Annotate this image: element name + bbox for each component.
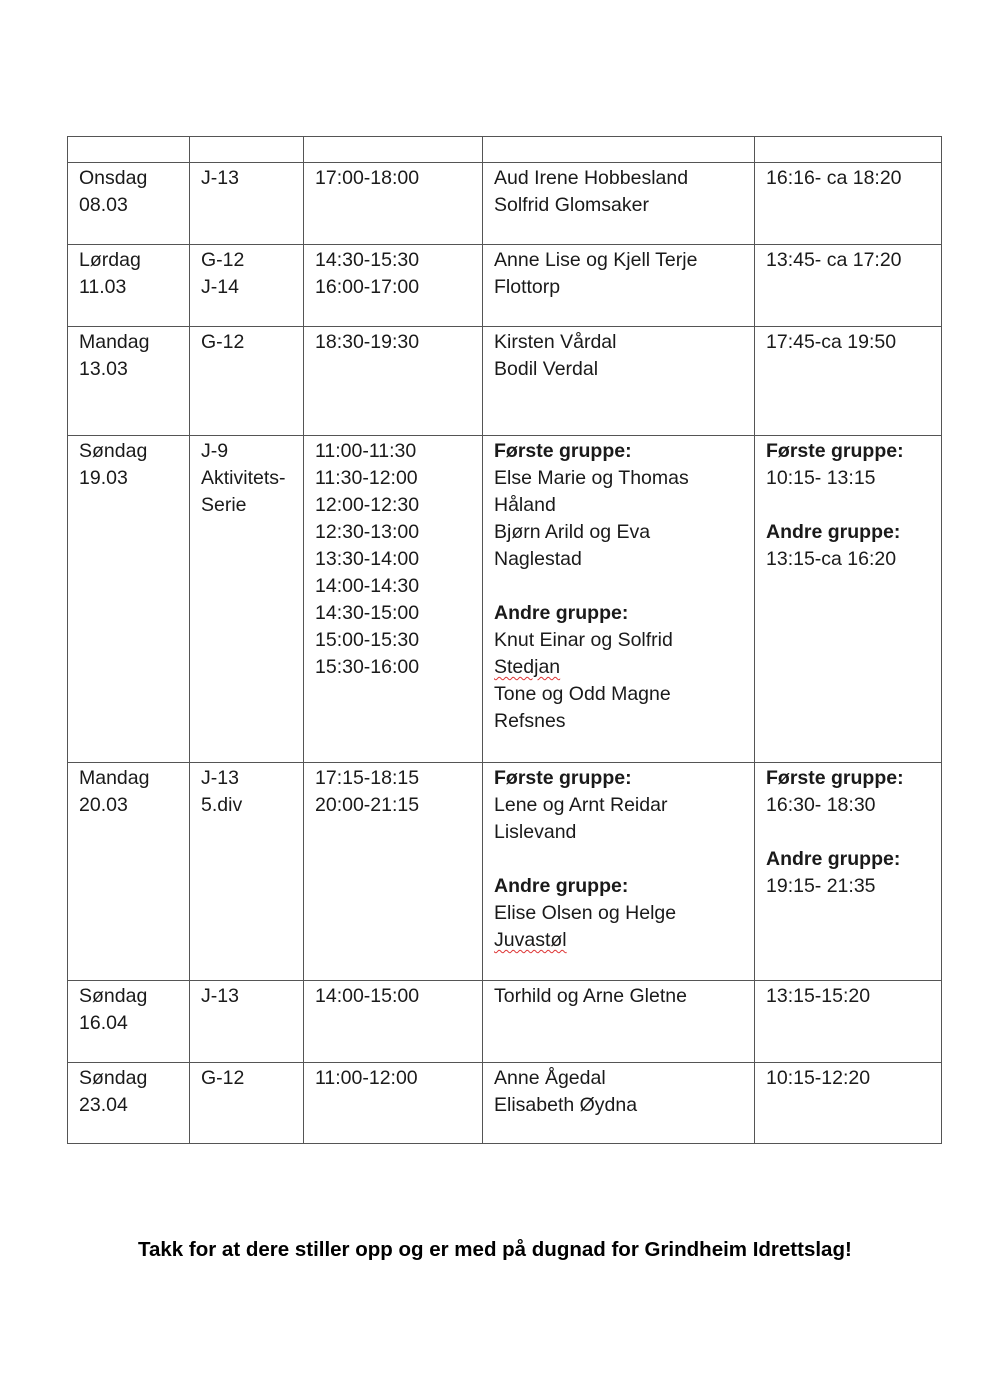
- people-cell: [483, 1063, 755, 1144]
- shift-cell: [755, 981, 942, 1063]
- team-cell: [190, 163, 304, 245]
- shift-time: 16:16- ca 18:20: [766, 167, 902, 189]
- shift-time: 13:45- ca 17:20: [766, 249, 902, 271]
- person: Lene og Arnt Reidar: [494, 794, 668, 816]
- match-time: 17:00-18:00: [315, 167, 420, 189]
- person-surname: Juvastøl: [494, 929, 567, 951]
- header-cell: [755, 137, 942, 163]
- group-label: Andre gruppe:: [766, 521, 901, 543]
- person: Elise Olsen og Helge: [494, 902, 677, 924]
- match-time: 12:00-12:30: [315, 494, 420, 516]
- table-row: [68, 245, 942, 327]
- group-label: Første gruppe:: [766, 440, 904, 462]
- shift-time: 17:45-ca 19:50: [766, 331, 897, 353]
- people-cell: [483, 327, 755, 436]
- date: 11.03: [79, 276, 127, 298]
- times-cell: [304, 163, 483, 245]
- group-label: Første gruppe:: [494, 440, 632, 462]
- header-cell: [304, 137, 483, 163]
- date: 20.03: [79, 794, 128, 816]
- shift-time: 13:15-ca 16:20: [766, 548, 897, 570]
- person: Bjørn Arild og Eva: [494, 521, 651, 543]
- weekday: Søndag: [79, 985, 148, 1007]
- shift-cell: [755, 327, 942, 436]
- shift-time: 10:15- 13:15: [766, 467, 876, 489]
- shift-time: 13:15-15:20: [766, 985, 871, 1007]
- match-time: 11:30-12:00: [315, 467, 418, 489]
- weekday: Onsdag: [79, 167, 148, 189]
- people-cell: [483, 981, 755, 1063]
- person: [494, 927, 744, 954]
- group-label: Andre gruppe:: [494, 602, 629, 624]
- team-cell: [190, 981, 304, 1063]
- match-time: 14:30-15:00: [315, 602, 420, 624]
- times-cell: [304, 981, 483, 1063]
- people-cell: [483, 436, 755, 763]
- person: Flottorp: [494, 276, 561, 298]
- match-time: 11:00-12:00: [315, 1067, 418, 1089]
- shift-time: 19:15- 21:35: [766, 875, 876, 897]
- table-row: [68, 436, 942, 763]
- team: G-12: [201, 249, 245, 271]
- header-cell: [190, 137, 304, 163]
- match-time: 20:00-21:15: [315, 794, 420, 816]
- spacer: [766, 492, 931, 519]
- team: G-12: [201, 1067, 245, 1089]
- weekday: Søndag: [79, 1067, 148, 1089]
- match-time: 15:30-16:00: [315, 656, 420, 678]
- spacer: [494, 573, 744, 600]
- shift-time: 10:15-12:20: [766, 1067, 871, 1089]
- weekday: Søndag: [79, 440, 148, 462]
- person: Aud Irene Hobbesland: [494, 167, 689, 189]
- table-row: [68, 327, 942, 436]
- person: Anne Ågedal: [494, 1067, 606, 1089]
- group-label: Andre gruppe:: [766, 848, 901, 870]
- person: Else Marie og Thomas: [494, 467, 689, 489]
- match-time: 13:30-14:00: [315, 548, 420, 570]
- person: Tone og Odd Magne: [494, 683, 671, 705]
- times-cell: [304, 245, 483, 327]
- group-label: Første gruppe:: [766, 767, 904, 789]
- day-cell: [68, 327, 190, 436]
- person: Lislevand: [494, 821, 577, 843]
- schedule-table: [67, 136, 942, 1144]
- table-row: [68, 163, 942, 245]
- table-row: [68, 981, 942, 1063]
- match-time: 14:00-15:00: [315, 985, 420, 1007]
- date: 19.03: [79, 467, 128, 489]
- match-time: 17:15-18:15: [315, 767, 420, 789]
- group-label: Første gruppe:: [494, 767, 632, 789]
- spacer: [766, 819, 931, 846]
- team-cell: [190, 436, 304, 763]
- thank-you-note: Takk for at dere stiller opp og er med på dugnad for Grindheim Idrettslag!: [138, 1238, 852, 1261]
- group-label: Andre gruppe:: [494, 875, 629, 897]
- person: Anne Lise og Kjell Terje: [494, 249, 698, 271]
- people-cell: [483, 763, 755, 981]
- team: 5.div: [201, 794, 243, 816]
- times-cell: [304, 436, 483, 763]
- team: Serie: [201, 494, 247, 516]
- day-cell: [68, 763, 190, 981]
- team-cell: [190, 1063, 304, 1144]
- person: [494, 654, 744, 681]
- match-time: 14:30-15:30: [315, 249, 420, 271]
- team: G-12: [201, 331, 245, 353]
- weekday: Mandag: [79, 331, 150, 353]
- person: Kirsten Vårdal: [494, 331, 617, 353]
- person: Håland: [494, 494, 556, 516]
- day-cell: [68, 436, 190, 763]
- person: Elisabeth Øydna: [494, 1094, 638, 1116]
- team-cell: [190, 245, 304, 327]
- team-cell: [190, 763, 304, 981]
- person: Naglestad: [494, 548, 582, 570]
- day-cell: [68, 981, 190, 1063]
- header-cell: [68, 137, 190, 163]
- header-row: [68, 137, 942, 163]
- team: Aktivitets-: [201, 467, 286, 489]
- date: 23.04: [79, 1094, 128, 1116]
- spacer: [494, 846, 744, 873]
- match-time: 11:00-11:30: [315, 440, 417, 462]
- match-time: 14:00-14:30: [315, 575, 420, 597]
- shift-cell: [755, 163, 942, 245]
- table-row: [68, 1063, 942, 1144]
- shift-cell: [755, 436, 942, 763]
- match-time: 12:30-13:00: [315, 521, 420, 543]
- person: Refsnes: [494, 710, 566, 732]
- people-cell: [483, 245, 755, 327]
- day-cell: [68, 245, 190, 327]
- people-cell: [483, 163, 755, 245]
- times-cell: [304, 1063, 483, 1144]
- date: 13.03: [79, 358, 128, 380]
- header-cell: [483, 137, 755, 163]
- team-cell: [190, 327, 304, 436]
- date: 08.03: [79, 194, 128, 216]
- match-time: 15:00-15:30: [315, 629, 420, 651]
- person-surname: Stedjan: [494, 656, 561, 678]
- times-cell: [304, 327, 483, 436]
- person: Bodil Verdal: [494, 358, 599, 380]
- match-time: 16:00-17:00: [315, 276, 420, 298]
- person: Solfrid Glomsaker: [494, 194, 649, 216]
- shift-cell: [755, 763, 942, 981]
- day-cell: [68, 163, 190, 245]
- shift-cell: [755, 245, 942, 327]
- times-cell: [304, 763, 483, 981]
- table-row: [68, 763, 942, 981]
- person: Torhild og Arne Gletne: [494, 985, 687, 1007]
- team: J-9: [201, 440, 229, 462]
- shift-cell: [755, 1063, 942, 1144]
- team: J-13: [201, 767, 239, 789]
- shift-time: 16:30- 18:30: [766, 794, 876, 816]
- date: 16.04: [79, 1012, 128, 1034]
- match-time: 18:30-19:30: [315, 331, 420, 353]
- day-cell: [68, 1063, 190, 1144]
- weekday: Mandag: [79, 767, 150, 789]
- team: J-14: [201, 276, 239, 298]
- team: J-13: [201, 167, 239, 189]
- person: Knut Einar og Solfrid: [494, 629, 673, 651]
- team: J-13: [201, 985, 239, 1007]
- weekday: Lørdag: [79, 249, 141, 271]
